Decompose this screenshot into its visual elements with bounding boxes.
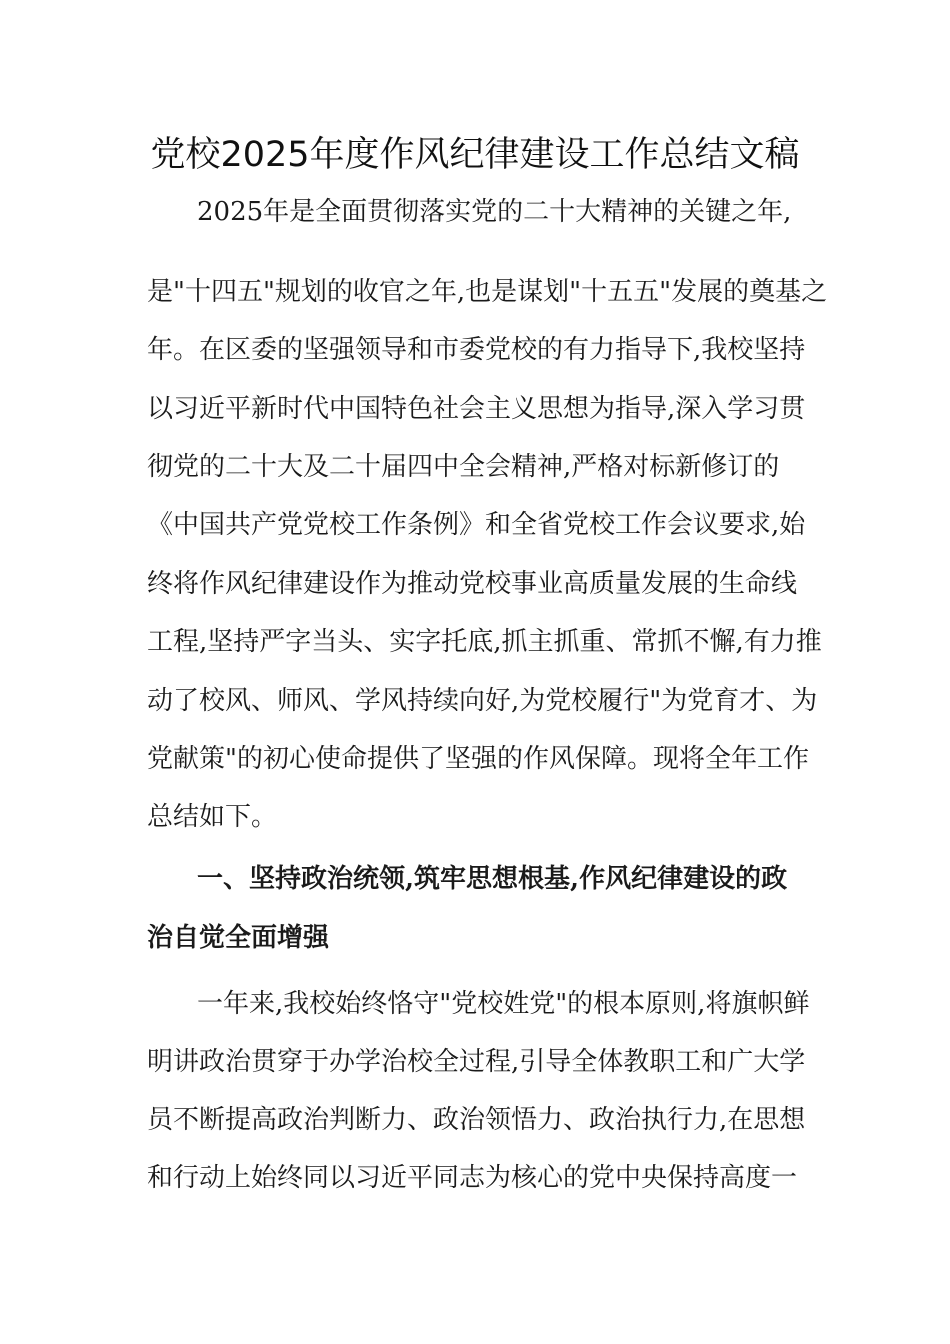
paragraph-line: 2025年是全面贯彻落实党的二十大精神的关键之年, (197, 197, 792, 227)
section-heading-line: 一、坚持政治统领,筑牢思想根基,作风纪律建设的政 (197, 864, 788, 894)
paragraph-line: 《中国共产党党校工作条例》和全省党校工作会议要求,始 (147, 510, 806, 540)
paragraph-line: 总结如下。 (147, 802, 278, 832)
paragraph-line: 年。在区委的坚强领导和市委党校的有力指导下,我校坚持 (147, 335, 806, 365)
paragraph-line: 动了校风、师风、学风持续向好,为党校履行"为党育才、为 (147, 686, 818, 716)
paragraph-line: 彻党的二十大及二十届四中全会精神,严格对标新修订的 (147, 452, 780, 482)
paragraph-line: 是"十四五"规划的收官之年,也是谋划"十五五"发展的奠基之 (147, 277, 828, 307)
document-title: 党校2025年度作风纪律建设工作总结文稿 (150, 135, 800, 175)
paragraph-line: 党献策"的初心使命提供了坚强的作风保障。现将全年工作 (147, 744, 809, 774)
paragraph-line: 以习近平新时代中国特色社会主义思想为指导,深入学习贯 (147, 394, 806, 424)
paragraph-line: 和行动上始终同以习近平同志为核心的党中央保持高度一 (147, 1163, 798, 1193)
paragraph-line: 明讲政治贯穿于办学治校全过程,引导全体教职工和广大学 (147, 1047, 806, 1077)
paragraph-line: 终将作风纪律建设作为推动党校事业高质量发展的生命线 (147, 569, 798, 599)
section-heading-line: 治自觉全面增强 (147, 923, 330, 953)
paragraph-line: 一年来,我校始终恪守"党校姓党"的根本原则,将旗帜鲜 (197, 989, 810, 1019)
paragraph-line: 员不断提高政治判断力、政治领悟力、政治执行力,在思想 (147, 1105, 806, 1135)
paragraph-line: 工程,坚持严字当头、实字托底,抓主抓重、常抓不懈,有力推 (147, 627, 822, 657)
